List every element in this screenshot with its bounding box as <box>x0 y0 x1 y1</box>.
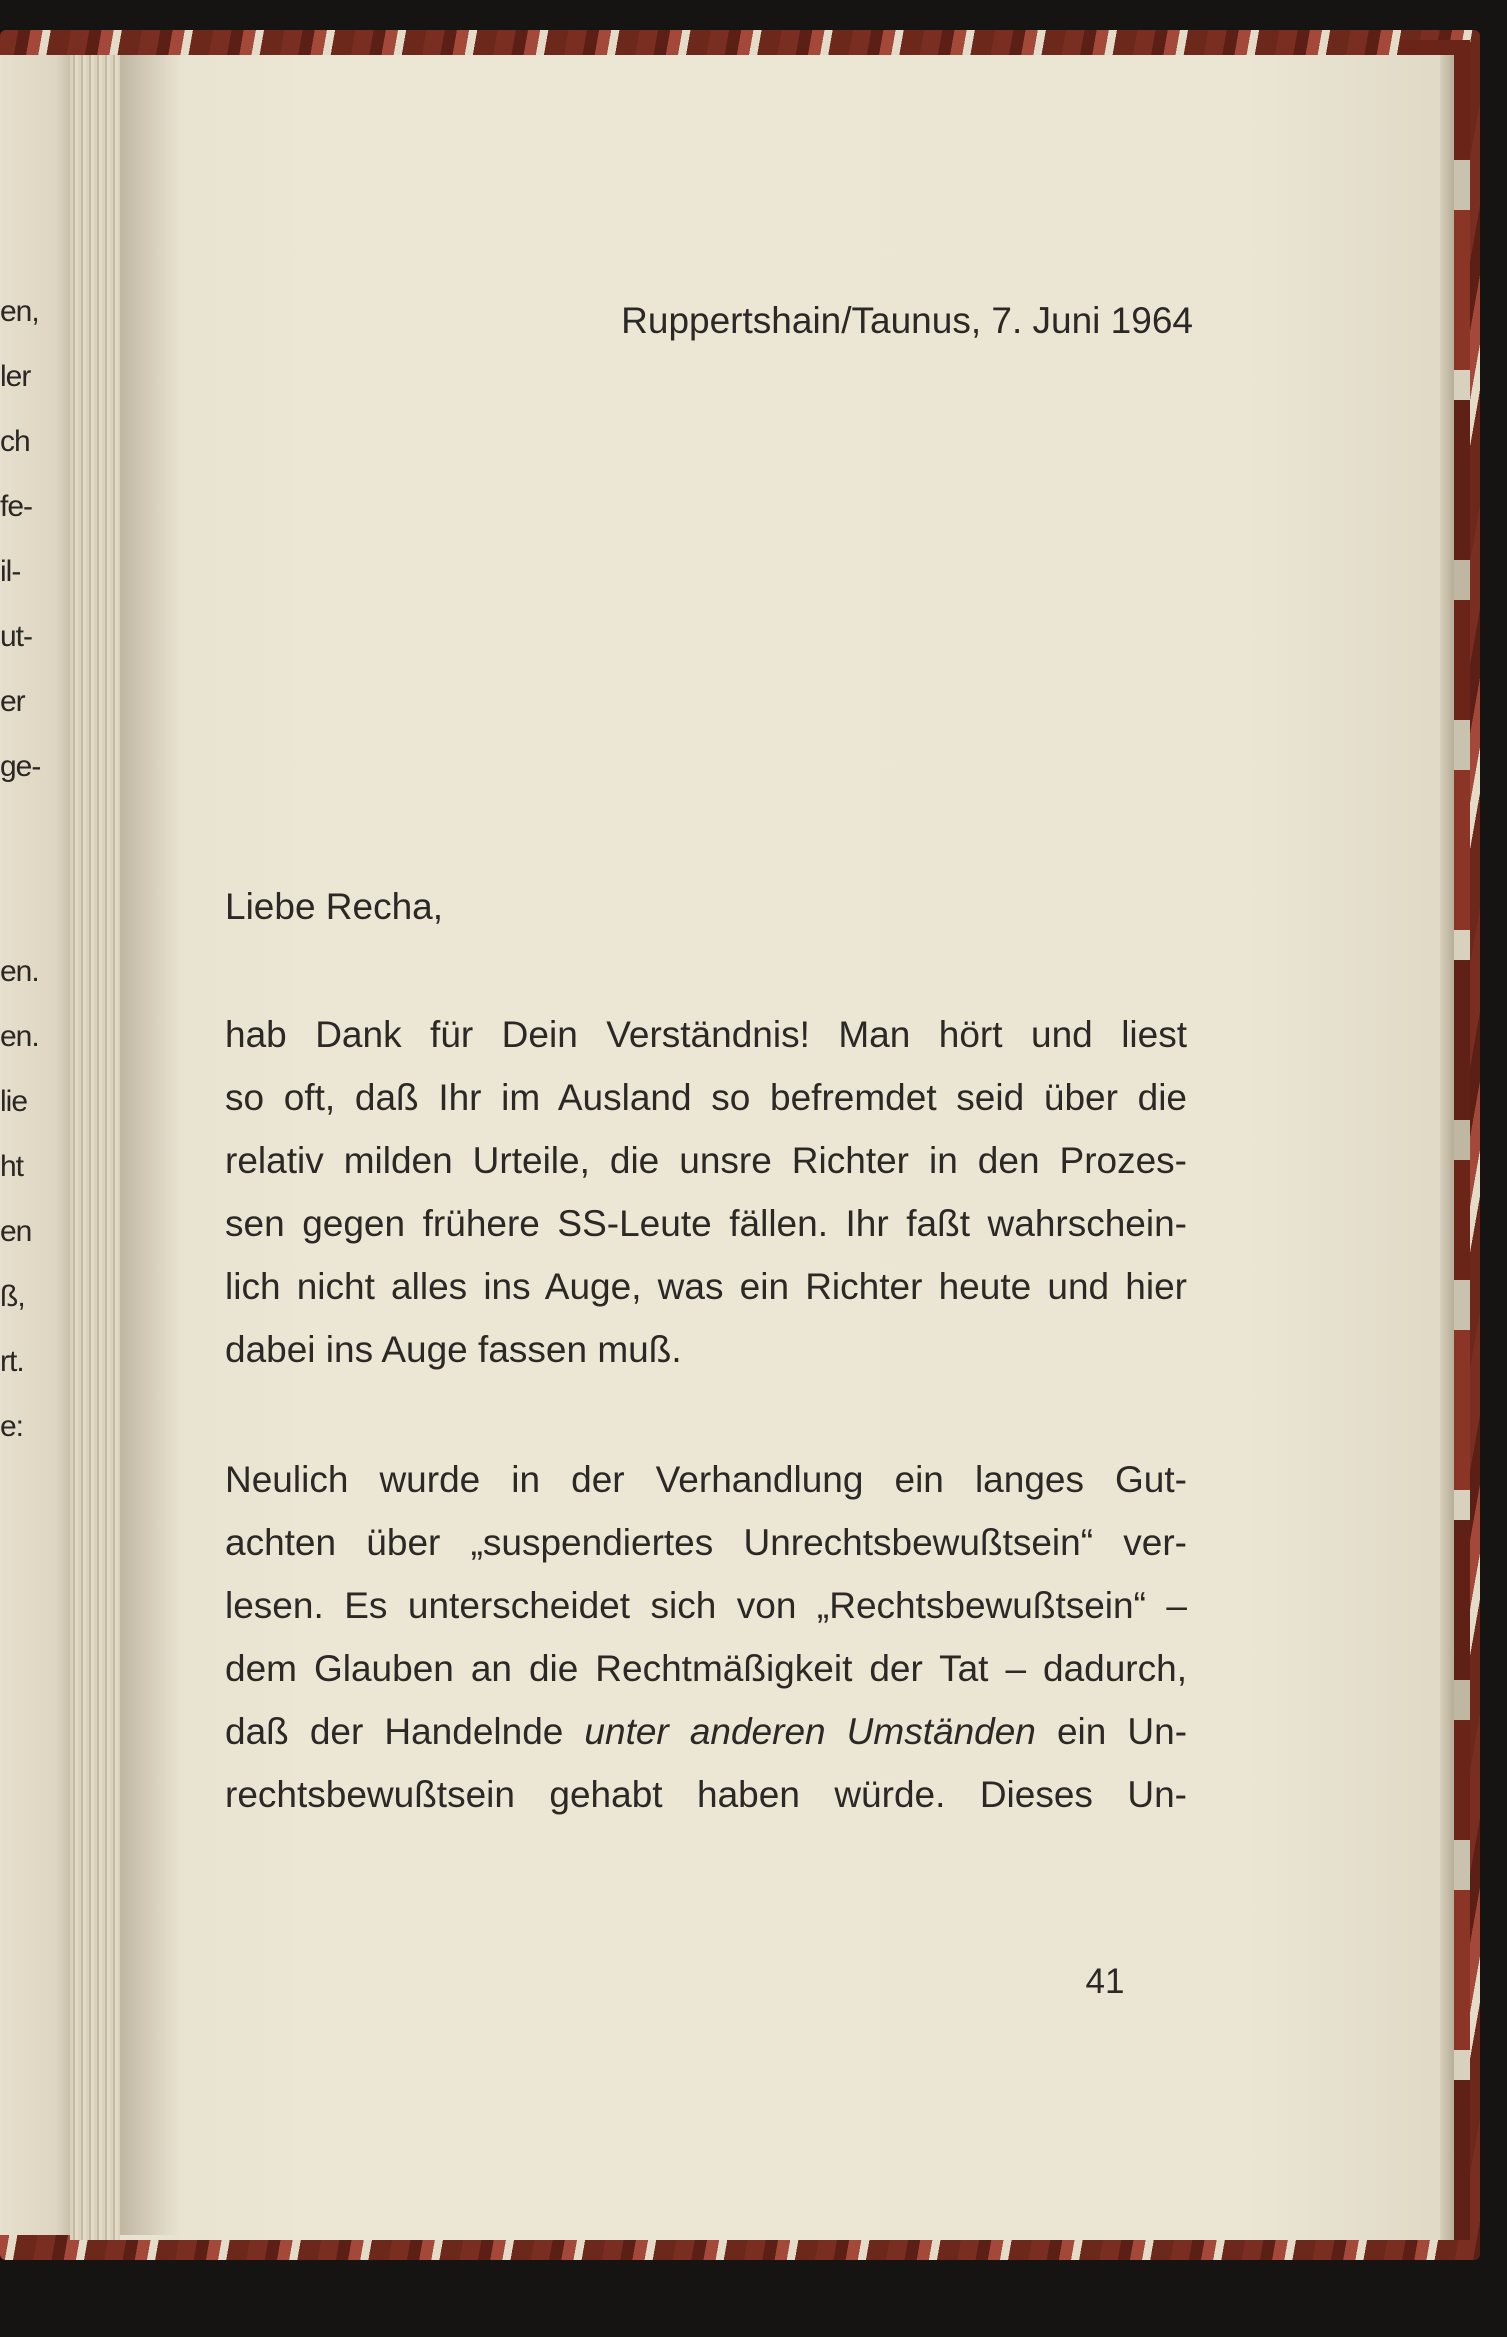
letter-dateline: Ruppertshain/Taunus, 7. Juni 1964 <box>621 300 1193 341</box>
text-segment: ein Un- <box>1035 1711 1188 1752</box>
page-number: 41 <box>1085 1962 1125 2001</box>
text-line: hab Dank für Dein Verständnis! Man hört und liest <box>225 1014 1187 1055</box>
fragment-line: en, <box>0 295 39 328</box>
letter-paragraph-2 <box>225 1448 1187 1826</box>
text-line: relativ milden Urteile, die unsre Richter in den Prozes- <box>225 1140 1187 1181</box>
text-line: so oft, daß Ihr im Ausland so befremdet seid über die <box>225 1077 1187 1118</box>
text-line: dem Glauben an die Rechtmäßigkeit der Tat – dadurch, <box>225 1648 1187 1689</box>
fragment-line: il- <box>0 555 21 588</box>
text-line: sen gegen frühere SS-Leute fällen. Ihr faßt wahrschein- <box>225 1203 1187 1244</box>
fragment-line: ut- <box>0 620 33 653</box>
letter-paragraph-1 <box>225 1003 1187 1381</box>
letter-salutation: Liebe Recha, <box>225 886 444 927</box>
fragment-line: en <box>0 1215 32 1248</box>
text-line: rechtsbewußtsein gehabt haben würde. Dieses Un- <box>225 1774 1187 1815</box>
fragment-line: ß, <box>0 1280 25 1313</box>
gutter-shadow <box>120 55 180 2235</box>
text-segment: daß der Handelnde <box>225 1711 585 1752</box>
text-line <box>225 1700 1187 1763</box>
text-line: dabei ins Auge fassen muß. <box>225 1329 682 1370</box>
text-line: lesen. Es unterscheidet sich von „Rechtsbewußtsein“ – <box>225 1585 1187 1626</box>
fragment-line: ch <box>0 425 30 458</box>
fragment-line: er <box>0 685 25 718</box>
fragment-line: e: <box>0 1410 24 1443</box>
fragment-line: ler <box>0 360 31 393</box>
fragment-line: lie <box>0 1085 28 1118</box>
text-line: lich nicht alles ins Auge, was ein Richter heute und hier <box>225 1266 1187 1307</box>
fragment-line: ht <box>0 1150 24 1183</box>
fragment-line: en. <box>0 1020 39 1053</box>
italic-phrase: unter anderen Umständen <box>584 1711 1036 1752</box>
fragment-line: rt. <box>0 1345 24 1378</box>
fragment-line: fe- <box>0 490 33 523</box>
fragment-line: ge- <box>0 750 41 783</box>
text-line: Neulich wurde in der Verhandlung ein langes Gut- <box>225 1459 1187 1500</box>
text-line: achten über „suspendiertes Unrechtsbewußtsein“ ver- <box>225 1522 1187 1563</box>
page-edge-right <box>1440 55 1454 2240</box>
fragment-line: en. <box>0 955 39 988</box>
